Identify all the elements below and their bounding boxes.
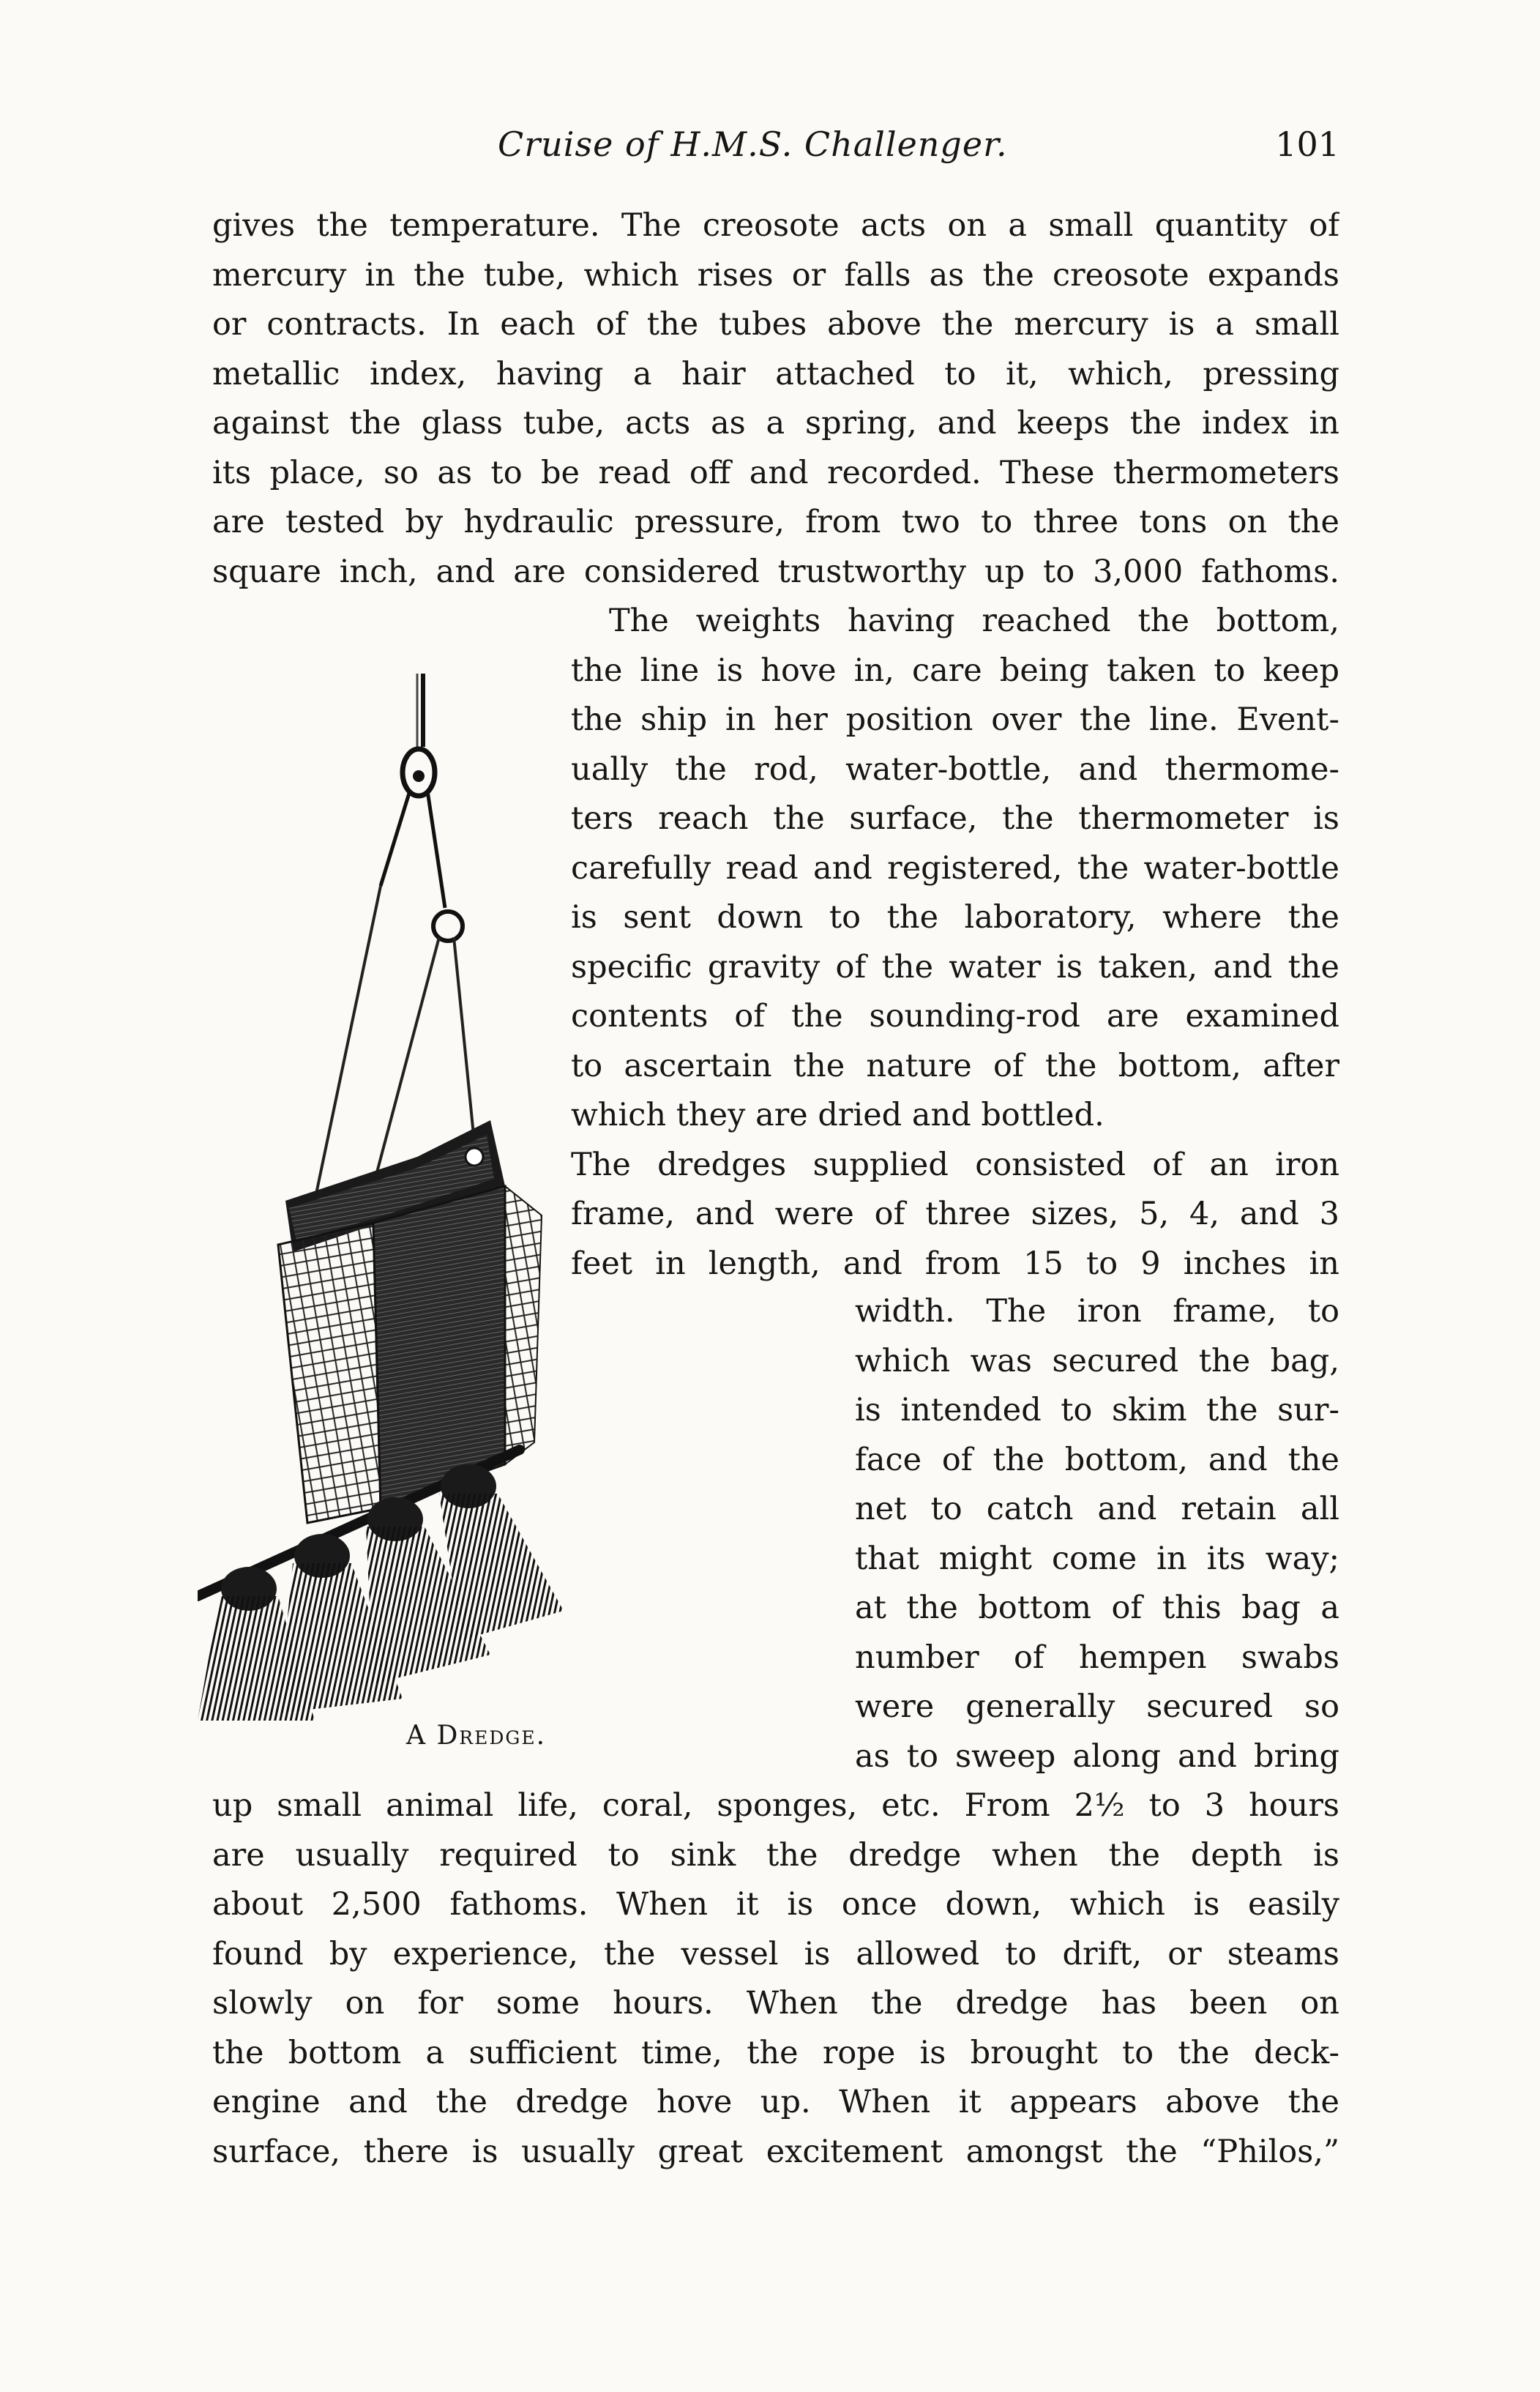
text-line: is sent down to the laboratory, where the	[571, 899, 1339, 936]
text-line: engine and the dredge hove up. When it appears above the	[212, 2084, 1339, 2120]
text-line: ters reach the surface, the thermometer is	[571, 800, 1339, 837]
dredge-engraving	[198, 644, 564, 1735]
text-line: the ship in her position over the line. Event-	[571, 701, 1339, 738]
text-line: surface, there is usually great excitement amongst the “Philos,”	[212, 2133, 1339, 2170]
running-head	[212, 124, 1339, 176]
text-line: were generally secured so	[855, 1688, 1339, 1725]
text-line: are tested by hydraulic pressure, from two to three tons on the	[212, 504, 1339, 540]
text-line: its place, so as to be read off and recorded. These thermometers	[212, 454, 1339, 491]
text-line: contents of the sounding-rod are examined	[571, 998, 1339, 1035]
dredge-illustration	[198, 644, 564, 1735]
text-line: about 2,500 fathoms. When it is once down, which is easily	[212, 1886, 1339, 1923]
text-line: ually the rod, water-bottle, and thermome-	[571, 750, 1339, 788]
text-line: face of the bottom, and the	[855, 1441, 1339, 1478]
text-line: against the glass tube, acts as a spring, and keeps the index in	[212, 405, 1339, 441]
page-number: 101	[1275, 124, 1339, 164]
text-line: the line is hove in, care being taken to keep	[571, 652, 1339, 689]
figure-caption: A Dredge.	[406, 1721, 547, 1751]
text-line: which they are dried and bottled.	[571, 1097, 1104, 1133]
text-line: net to catch and retain all	[855, 1491, 1339, 1527]
text-line: square inch, and are considered trustworthy up to 3,000 fathoms.	[212, 553, 1339, 590]
text-line: The weights having reached the bottom,	[609, 603, 1339, 639]
text-line: feet in length, and from 15 to 9 inches in	[571, 1245, 1339, 1282]
text-line: that might come in its way;	[855, 1540, 1339, 1577]
paragraph-dredging-time	[212, 1781, 1339, 2177]
text-line: which was secured the bag,	[855, 1342, 1339, 1379]
text-line: as to sweep along and bring	[855, 1737, 1339, 1775]
text-line: The dredges supplied consisted of an iron	[571, 1146, 1339, 1183]
text-line: carefully read and registered, the water-bottle	[571, 849, 1339, 887]
text-line: is intended to skim the sur-	[855, 1392, 1339, 1428]
paragraph-weights-and-dredges	[571, 597, 1339, 1289]
text-line: specific gravity of the water is taken, and the	[571, 948, 1339, 986]
paragraph-thermometers	[212, 201, 1339, 597]
text-line: mercury in the tube, which rises or falls as the creosote expands	[212, 256, 1339, 294]
text-line: or contracts. In each of the tubes above the mercury is a small	[212, 306, 1339, 343]
text-line: the bottom a sufficient time, the rope is brought to the deck-	[212, 2034, 1339, 2071]
text-line: width. The iron frame, to	[855, 1293, 1339, 1330]
paragraph-dredge-narrow	[855, 1287, 1339, 1781]
text-line: at the bottom of this bag a	[855, 1590, 1339, 1626]
text-line: number of hempen swabs	[855, 1639, 1339, 1676]
running-title: Cruise of H.M.S. Challenger.	[498, 124, 1008, 164]
text-line: up small animal life, coral, sponges, etc. From 2½ to 3 hours	[212, 1787, 1339, 1824]
text-line: to ascertain the nature of the bottom, after	[571, 1047, 1339, 1084]
text-line: frame, and were of three sizes, 5, 4, and 3	[571, 1196, 1339, 1232]
text-line: slowly on for some hours. When the dredge has been on	[212, 1985, 1339, 2022]
text-line: found by experience, the vessel is allowed to drift, or steams	[212, 1935, 1339, 1972]
text-line: metallic index, having a hair attached to it, which, pressing	[212, 355, 1339, 392]
text-line: gives the temperature. The creosote acts on a small quantity of	[212, 207, 1339, 244]
text-line: are usually required to sink the dredge when the depth is	[212, 1836, 1339, 1874]
